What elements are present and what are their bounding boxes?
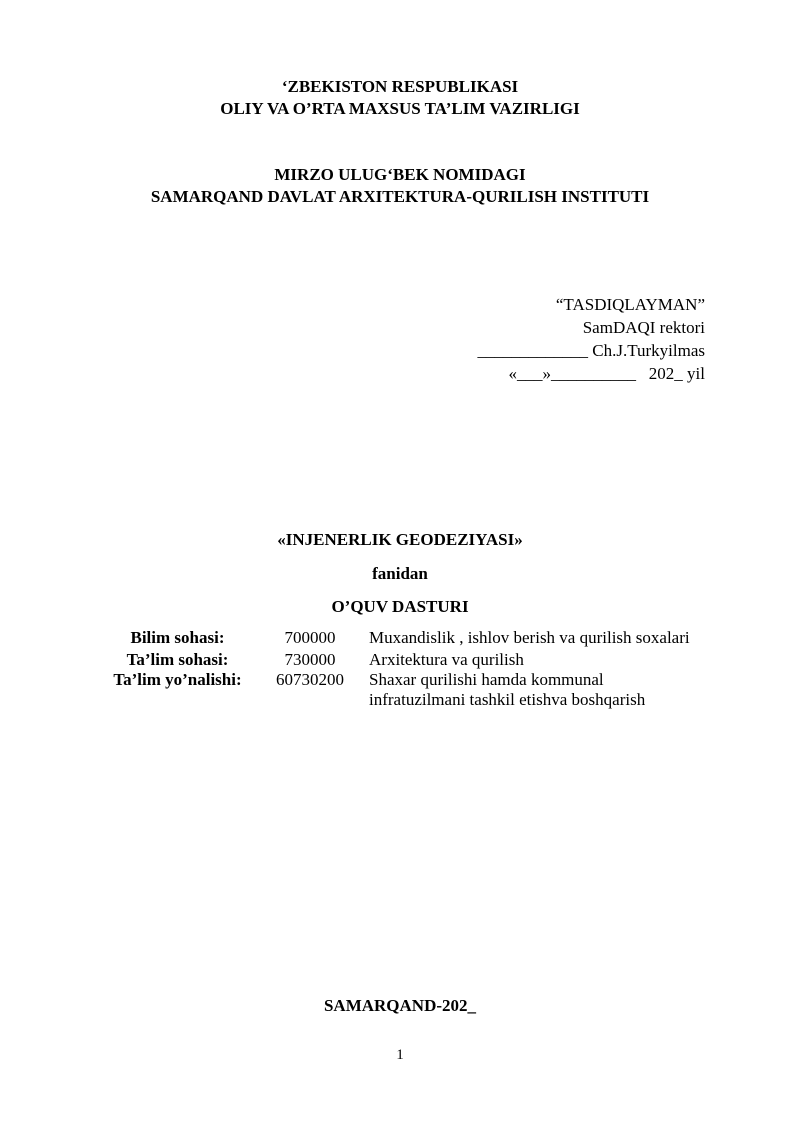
approval-position: SamDAQI rektori (582, 318, 705, 337)
field-description: Arxitektura va qurilish (369, 650, 524, 669)
subject-suffix: fanidan (372, 564, 428, 583)
field-label: Bilim sohasi: (130, 628, 225, 647)
institute-name-line1: MIRZO ULUG‘BEK NOMIDAGI (274, 165, 526, 184)
city-year-footer: SAMARQAND-202_ (323, 996, 477, 1015)
document-type-title: O’QUV DASTURI (331, 597, 469, 616)
ministry-title: OLIY VA O’RTA MAXSUS TA’LIM VAZIRLIGI (220, 99, 580, 118)
field-label: Ta’lim yo’nalishi: (113, 670, 242, 689)
header-block (0, 76, 800, 120)
table-row (100, 648, 700, 670)
field-description: Shaxar qurilishi hamda kommunal infratuzilmani tashkil etishva boshqarish (369, 670, 646, 709)
subject-name: «INJENERLIK GEODEZIYASI» (277, 530, 523, 549)
institute-block (0, 164, 800, 208)
field-code: 700000 (284, 628, 336, 647)
page-number: 1 (396, 1047, 404, 1063)
program-info-table (100, 628, 700, 710)
field-code: 730000 (284, 650, 336, 669)
field-description: Muxandislik , ishlov berish va qurilish soxalari (369, 628, 690, 647)
republic-title: ‘ZBEKISTON RESPUBLIKASI (281, 77, 519, 96)
institute-name-line2: SAMARQAND DAVLAT ARXITEKTURA-QURILISH INSTITUTI (150, 187, 650, 206)
field-code: 60730200 (276, 670, 344, 689)
approval-title: “TASDIQLAYMAN” (555, 295, 705, 314)
table-row (100, 670, 700, 710)
approval-block (478, 293, 705, 385)
table-row (100, 628, 700, 648)
field-label: Ta’lim sohasi: (126, 650, 229, 669)
approval-signature-line: _____________ Ch.J.Turkyilmas (477, 341, 705, 360)
approval-date-line: «___»__________ 202_ yil (508, 364, 705, 383)
